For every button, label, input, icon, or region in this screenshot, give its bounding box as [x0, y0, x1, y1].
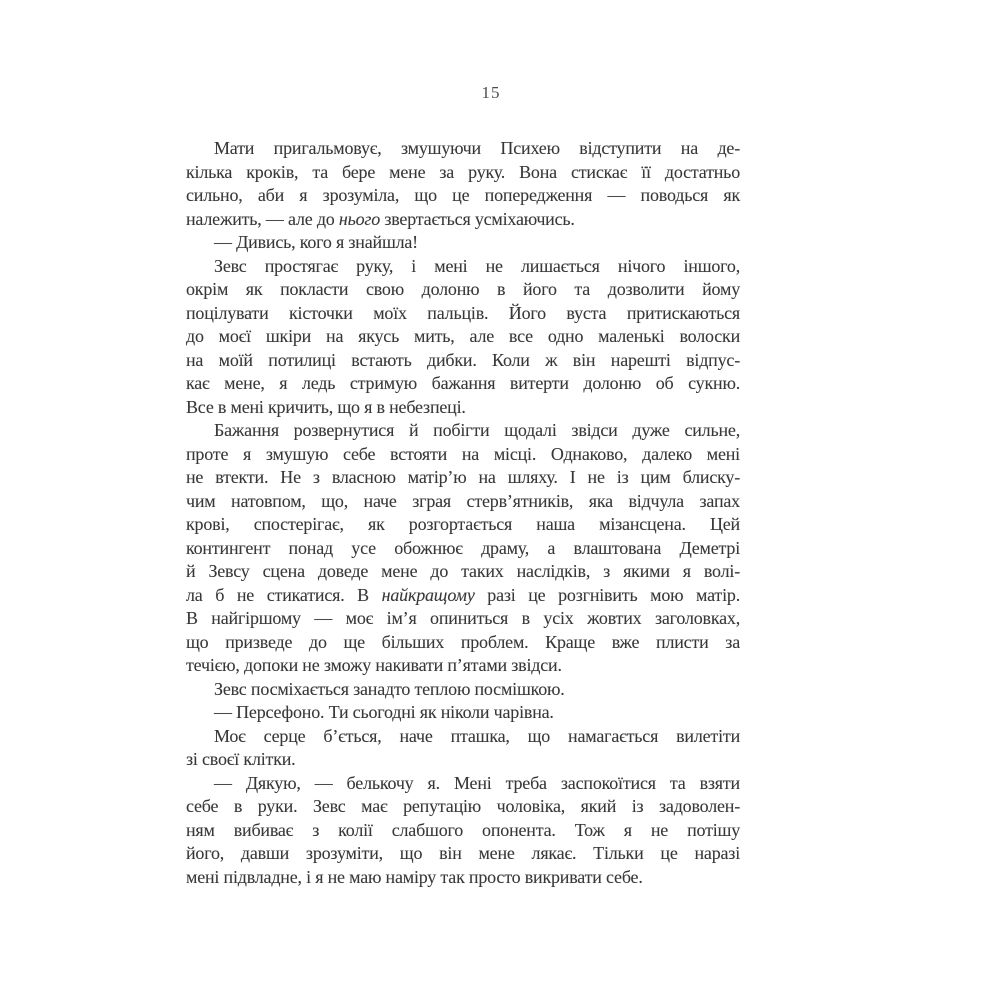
text-line: кає мене, я ледь стримую бажання витерти долоню об сукню.	[186, 373, 740, 393]
text-line: й Зевсу сцена доведе мене до таких наслідків, з якими я волі-	[186, 561, 740, 581]
text-line: належить, — але до нього звертається усміхаючись.	[186, 208, 575, 229]
text-line: окрім як покласти свою долоню в його та дозволити йому	[186, 279, 740, 299]
text-line: мені підвладне, і я не маю наміру так просто викривати себе.	[186, 866, 643, 887]
body-text	[186, 137, 740, 889]
italic-text: найкращому	[381, 584, 475, 605]
text-line: течією, допоки не зможу накивати п’ятами звідси.	[186, 655, 562, 675]
text-line: зі своєї клітки.	[186, 749, 296, 769]
text-line: що призведе до ще більших проблем. Краще вже плисти за	[186, 631, 740, 652]
text-line: кілька кроків, та бере мене за руку. Вона стискає її достатньо	[186, 161, 740, 182]
text-line: на моїй потилиці встають дибки. Коли ж він нарешті відпус-	[186, 349, 740, 370]
text-line: себе в руки. Зевс має репутацію чоловіка, який із задоволен-	[186, 796, 740, 816]
text-line: — Персефоно. Ти сьогодні як ніколи чарівна.	[214, 702, 554, 722]
text-line: поцілувати кісточки моїх пальців. Його вуста притискаються	[186, 302, 740, 323]
italic-text: нього	[338, 208, 381, 229]
text-line: Мати пригальмовує, змушуючи Психею відступити на де-	[214, 138, 740, 158]
paragraph	[186, 137, 740, 231]
text-line: крові, спостерігає, як розгортається наша мізансцена. Цей	[186, 514, 740, 534]
text-line: до моєї шкіри на якусь мить, але все одно маленькі волоски	[186, 326, 740, 346]
text-line: ла б не стикатися. В найкращому разі це розгнівить мою матір.	[186, 584, 740, 605]
text-line: В найгіршому — моє ім’я опиниться в усіх жовтих заголовках,	[186, 608, 740, 628]
paragraph	[186, 678, 740, 702]
text-line: контингент понад усе обожнює драму, а влаштована Деметрі	[186, 537, 740, 558]
text-line: Зевс простягає руку, і мені не лишається нічого іншого,	[214, 255, 740, 276]
text-line: чим натовпом, що, наче зграя стерв’ятників, яка відчула запах	[186, 490, 740, 511]
text-line: Моє серце б’ється, наче пташка, що намагається вилетіти	[214, 725, 740, 746]
text-line: ням вибиває з колії слабшого опонента. Тож я не потішу	[186, 819, 740, 840]
text-line: Бажання розвернутися й побігти щодалі звідси дуже сильне,	[214, 420, 740, 440]
paragraph	[186, 772, 740, 890]
text-line: — Дякую, — белькочу я. Мені треба заспокоїтися та взяти	[214, 772, 740, 793]
text-line: проте я змушую себе встояти на місці. Однаково, далеко мені	[186, 443, 740, 464]
paragraph	[186, 701, 740, 725]
text-line: не втекти. Не з власною матір’ю на шляху. І не із цим блиску-	[186, 467, 740, 487]
text-line: його, давши зрозуміти, що він мене лякає. Тільки це наразі	[186, 843, 740, 863]
text-line: — Дивись, кого я знайшла!	[214, 232, 418, 252]
page-number: 15	[481, 83, 501, 102]
paragraph	[186, 725, 740, 772]
paragraph	[186, 231, 740, 255]
paragraph	[186, 255, 740, 420]
paragraph	[186, 419, 740, 678]
text-line: Все в мені кричить, що я в небезпеці.	[186, 396, 466, 417]
text-line: Зевс посміхається занадто теплою посмішкою.	[214, 678, 565, 699]
text-line: сильно, аби я зрозуміла, що це попередження — поводься як	[186, 185, 740, 205]
